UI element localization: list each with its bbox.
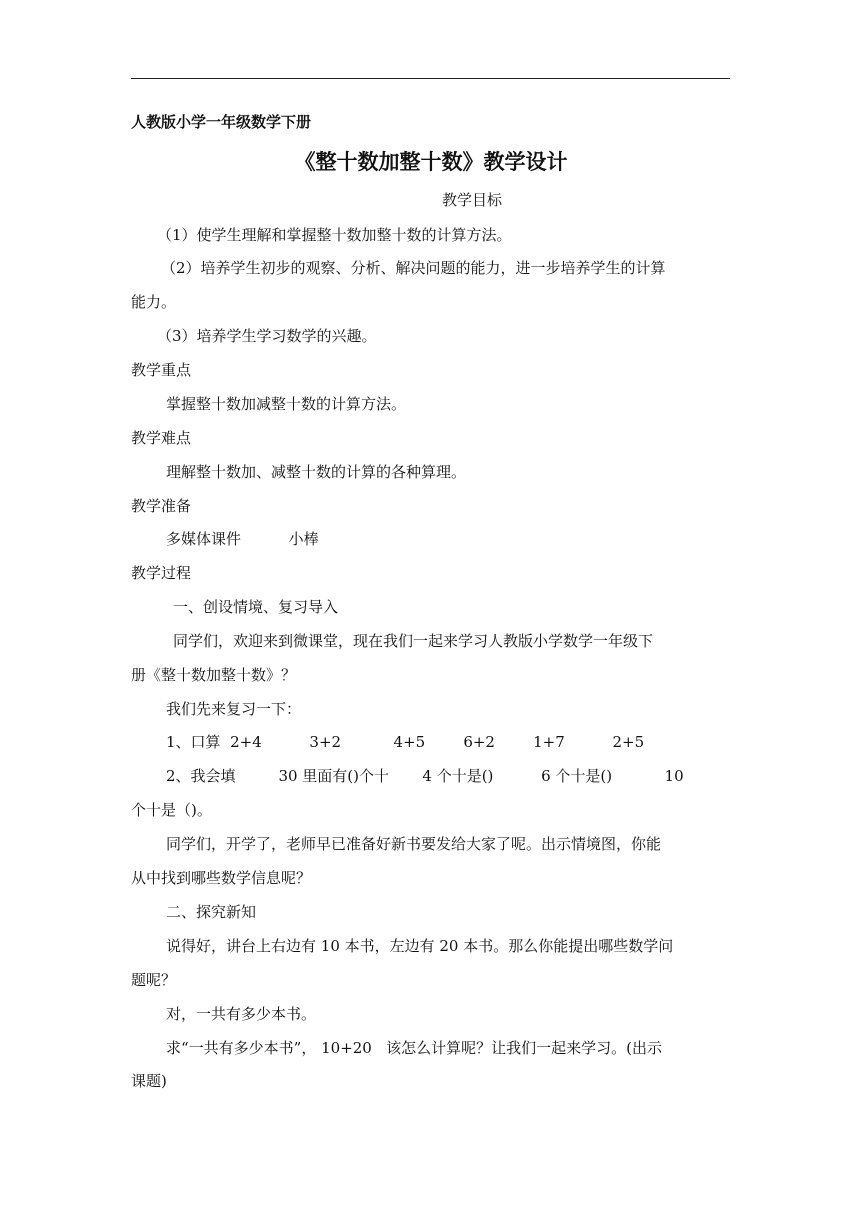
- paragraph-6-line-1: 说得好，讲台上右边有 10 本书，左边有 20 本书。那么你能提出哪些数学问: [166, 937, 674, 955]
- paragraph-1-line-2: 册《整十数加整十数》？: [131, 666, 297, 684]
- paragraph-2: 我们先来复习一下：: [166, 700, 302, 718]
- objective-2-line-2: 能力。: [131, 293, 177, 311]
- oral-calculation-line: 1、口算 2+4 3+2 4+5 6+2 1+7 2+5: [166, 733, 645, 751]
- document-header: 人教版小学一年级数学下册: [131, 113, 312, 131]
- preparation-text: 多媒体课件 小棒: [166, 530, 319, 548]
- difficult-points-heading: 教学难点: [131, 429, 192, 447]
- process-heading: 教学过程: [131, 564, 192, 582]
- paragraph-8-line-2: 课题): [131, 1072, 167, 1090]
- document-title: 《整十数加整十数》教学设计: [294, 149, 568, 174]
- paragraph-6-line-2: 题呢？: [131, 971, 177, 989]
- objectives-heading: 教学目标: [441, 191, 502, 209]
- key-points-text: 掌握整十数加减整十数的计算方法。: [166, 395, 407, 413]
- section-1-heading: 一、创设情境、复习导入: [173, 598, 339, 616]
- paragraph-8-line-1: 求“一共有多少本书”， 10+20 该怎么计算呢？让我们一起来学习。(出示: [166, 1039, 663, 1057]
- preparation-heading: 教学准备: [131, 497, 192, 515]
- paragraph-5-line-2: 从中找到哪些数学信息呢？: [131, 869, 312, 887]
- header-rule: [131, 78, 730, 79]
- fill-in-line-2: 个十是（)。: [131, 801, 212, 819]
- objective-1: （1）使学生理解和掌握整十数加整十数的计算方法。: [157, 226, 512, 244]
- key-points-heading: 教学重点: [131, 361, 192, 379]
- paragraph-7: 对，一共有多少本书。: [166, 1005, 317, 1023]
- objective-2-line-1: （2）培养学生初步的观察、分析、解决问题的能力，进一步培养学生的计算: [161, 259, 666, 277]
- paragraph-1-line-1: 同学们，欢迎来到微课堂，现在我们一起来学习人教版小学数学一年级下: [173, 632, 654, 650]
- paragraph-5-line-1: 同学们，开学了，老师早已准备好新书要发给大家了呢。出示情境图，你能: [166, 835, 662, 853]
- objective-3: （3）培养学生学习数学的兴趣。: [157, 327, 377, 345]
- fill-in-line-1: 2、我会填 30 里面有()个十 4 个十是() 6 个十是() 10: [166, 767, 684, 785]
- section-2-heading: 二、探究新知: [166, 903, 257, 921]
- difficult-points-text: 理解整十数加、减整十数的计算的各种算理。: [166, 463, 467, 481]
